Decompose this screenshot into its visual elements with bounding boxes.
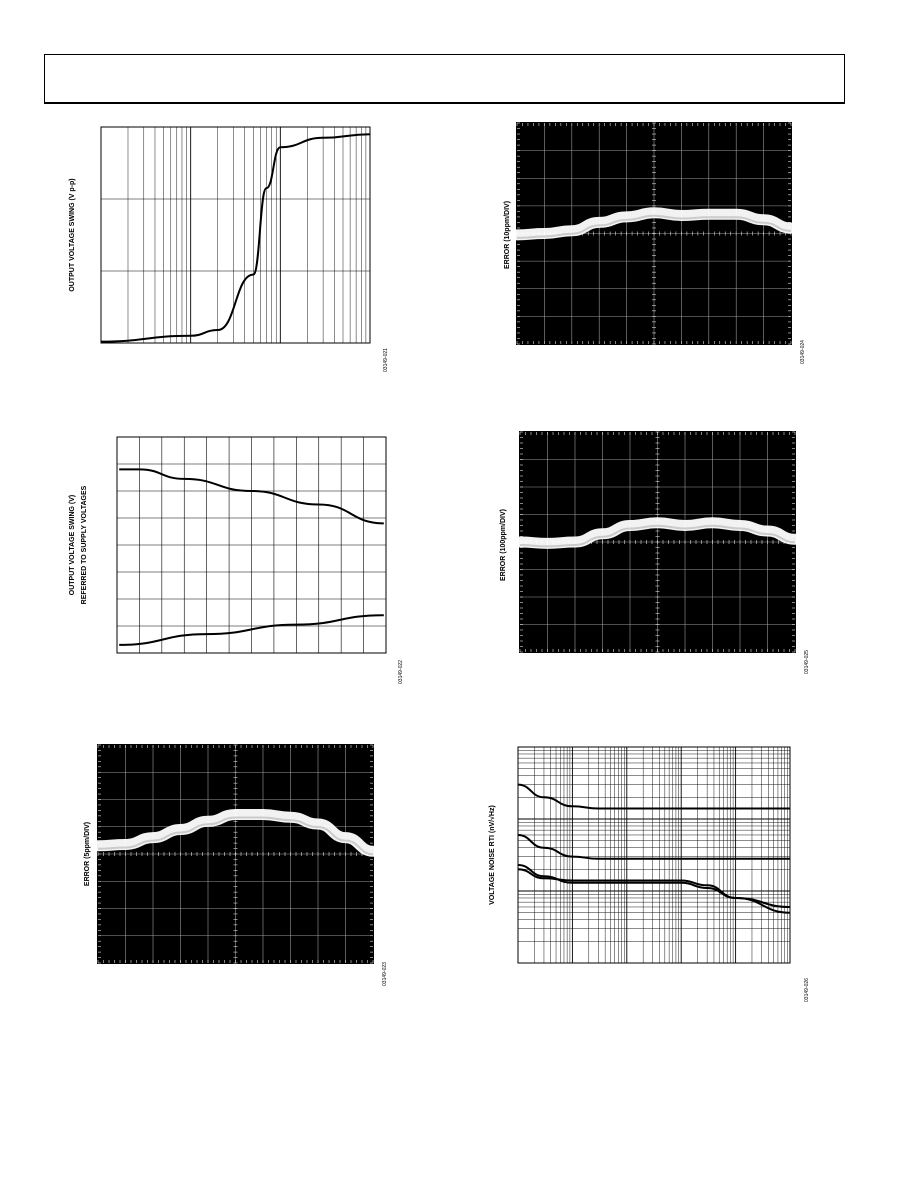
figure-code: 03149-021 (383, 348, 389, 372)
plot-area (101, 127, 370, 343)
figure-code: 03149-022 (398, 660, 404, 684)
chart-5 (500, 432, 810, 674)
y-axis-label: OUTPUT VOLTAGE SWING (V p-p) (69, 178, 76, 292)
figure-code: 03149-025 (804, 650, 810, 674)
figure-code: 03149-023 (382, 962, 388, 986)
y-axis-label: ERROR (5ppm/DIV) (84, 821, 91, 887)
y-axis-label: ERROR (100ppm/DIV) (500, 509, 507, 581)
chart-3 (84, 745, 388, 986)
y-axis-label-2: REFERRED TO SUPPLY VOLTAGES (81, 485, 88, 605)
chart-4 (504, 123, 806, 364)
chart-2 (69, 437, 404, 684)
chart-1 (69, 127, 389, 372)
figure-code: 03149-024 (800, 340, 806, 364)
plot-area (518, 747, 790, 963)
y-axis-label: VOLTAGE NOISE RTI (nV/√Hz) (489, 805, 496, 905)
figure-code: 03149-026 (804, 978, 810, 1002)
y-axis-label: ERROR (10ppm/DIV) (504, 200, 511, 270)
chart-6 (488, 747, 810, 1002)
y-axis-label: OUTPUT VOLTAGE SWING (V) (69, 494, 76, 596)
